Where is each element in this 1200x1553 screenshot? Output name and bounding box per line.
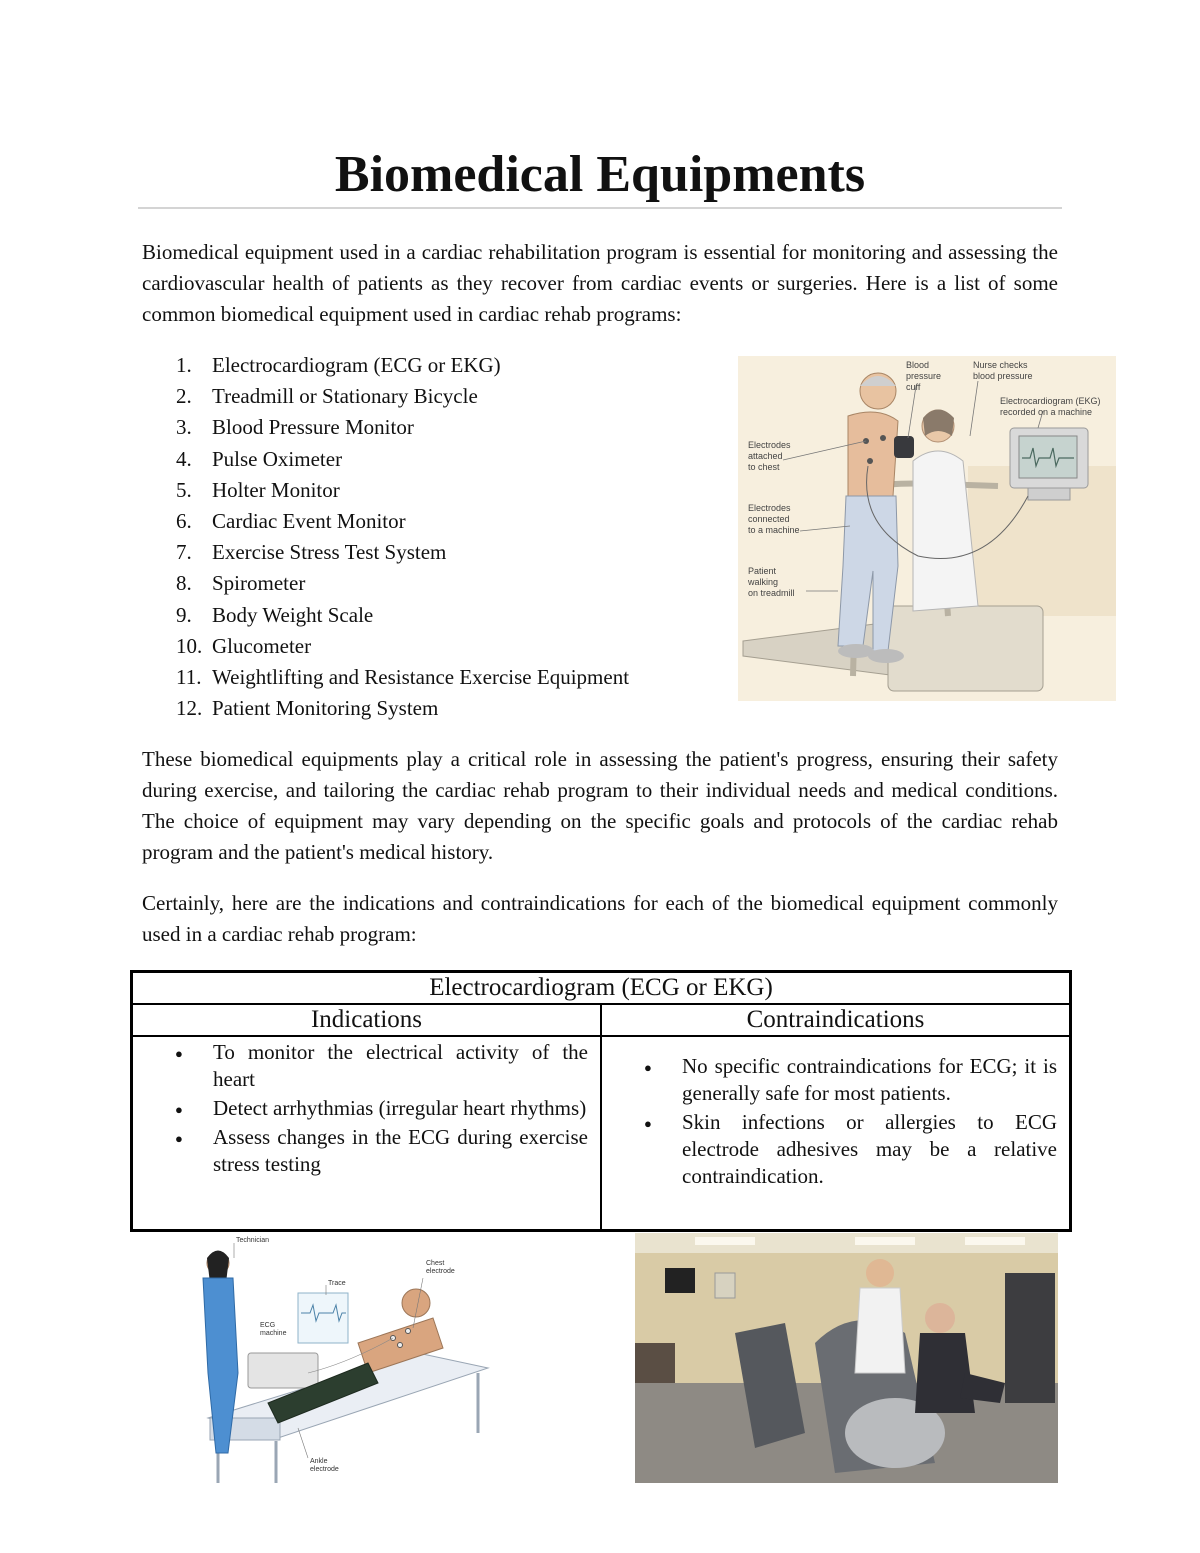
list-item: 8. Spirometer (176, 571, 306, 596)
indication-item: ● Assess changes in the ECG during exercise stress testing (133, 1124, 600, 1178)
list-item: 4. Pulse Oximeter (176, 446, 343, 471)
indication-item: ● To monitor the electrical activity of the heart (133, 1039, 600, 1093)
list-item: 10. Glucometer (176, 633, 312, 658)
indications-cell (132, 1036, 602, 1231)
svg-text:Ankleelectrode: Ankle electrode (310, 1458, 339, 1473)
contraindication-item: ● Skin infections or allergies to ECG electrode adhesives may be a relative contraindication. (602, 1109, 1069, 1190)
ecg-table (130, 970, 1072, 1232)
label-electrodes-chest: Electrodes (748, 440, 791, 450)
list-item: 12. Patient Monitoring System (176, 696, 439, 721)
equipment-list (142, 350, 629, 724)
label-ekg: Electrocardiogram (EKG) (1000, 396, 1101, 406)
label-ecg-machine: ECG (260, 1322, 276, 1329)
label-nurse: Nurse checks (973, 360, 1028, 370)
contraindications-cell (601, 1036, 1071, 1231)
list-item: 3. Blood Pressure Monitor (176, 415, 414, 440)
svg-text:Nurse checksblood pressure: Nurse checks blood pressure (973, 360, 1033, 381)
paragraph-indications-intro: Certainly, here are the indications and contraindications for each of the biomedical equipment commonly used in a cardiac rehab program: (142, 891, 1058, 946)
table-title: Electrocardiogram (ECG or EKG) (132, 972, 1071, 1005)
indication-item: ● Detect arrhythmias (irregular heart rhythms) (133, 1095, 600, 1122)
page-title: Biomedical Equipments (334, 146, 866, 203)
list-item: 9. Body Weight Scale (176, 602, 374, 627)
list-item: 11. Weightlifting and Resistance Exercise Equipment (176, 665, 630, 690)
list-item: 5. Holter Monitor (176, 477, 340, 502)
treadmill-illustration (738, 356, 1116, 701)
svg-text:Electrodesconnectedto a machin: Electrodes connected to a machine (748, 503, 800, 535)
title-divider (138, 207, 1062, 209)
intro-paragraph: Biomedical equipment used in a cardiac rehabilitation program is essential for monitoring and assessing the cardiovascular health of patients as they recover from cardiac events or surgeries. Here is a list of some common biomedical equipment used in cardiac rehab programs: (142, 240, 1058, 326)
list-item: 2. Treadmill or Stationary Bicycle (176, 384, 478, 409)
label-bp-cuff: Blood (906, 360, 930, 370)
list-item: 1. Electrocardiogram (ECG or EKG) (176, 353, 501, 377)
label-trace: Trace (328, 1280, 346, 1287)
list-item: 7. Exercise Stress Test System (176, 540, 447, 565)
contraindication-item: ● No specific contraindications for ECG; it is generally safe for most patients. (602, 1053, 1069, 1107)
list-item: 6. Cardiac Event Monitor (176, 509, 406, 534)
ecg-procedure-illustration (188, 1233, 502, 1483)
label-technician: Technician (236, 1237, 270, 1244)
rehab-gym-photo (635, 1233, 1058, 1483)
label-chest-electrode: Chest (426, 1260, 445, 1267)
svg-text:Patientwalkingon treadmill: Patient walking on treadmill (748, 566, 795, 598)
svg-text:Bloodpressurecuff: Blood pressure cuff (906, 360, 942, 392)
svg-text:Electrocardiogram (EKG)recorde: Electrocardiogram (EKG) recorded on a machine (1000, 396, 1101, 417)
svg-text:Chestelectrode: Chest electrode (426, 1260, 455, 1275)
contraindications-header: Contraindications (601, 1004, 1071, 1036)
indications-header: Indications (132, 1004, 602, 1036)
label-electrodes-machine: Electrodes (748, 503, 791, 513)
label-patient: Patient (748, 566, 777, 576)
label-ankle-electrode: Ankle (310, 1458, 328, 1465)
svg-text:Electrodesattachedto chest: Electrodes attached to chest (748, 440, 791, 472)
svg-text:ECGmachine: ECG machine (260, 1322, 287, 1337)
paragraph-role: These biomedical equipments play a critical role in assessing the patient's progress, ensuring their safety during exercise, and tailoring the cardiac rehab program to their individual needs and medical conditions. The choice of equipment may vary depending on the specific goals and protocols of the cardiac rehab program and the patient's medical history. (142, 747, 1058, 864)
